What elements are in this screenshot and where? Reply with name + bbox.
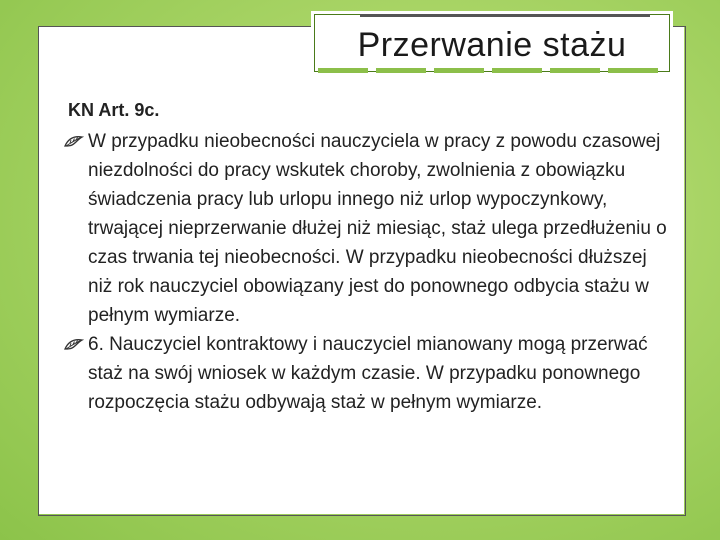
leaf-bullet-icon	[64, 134, 84, 148]
slide-content	[68, 96, 668, 417]
title-underline	[318, 68, 666, 73]
leaf-bullet-icon	[64, 337, 84, 351]
bullet-text: 6. Nauczyciel kontraktowy i nauczyciel mianowany mogą przerwać staż na swój wniosek w każdym czasie. W przypadku ponownego rozpoczęcia stażu odbywają staż w pełnym wymiarze.	[88, 334, 648, 413]
title-top-line	[360, 14, 650, 17]
bullet-text: W przypadku nieobecności nauczyciela w pracy z powodu czasowej niezdolności do pracy wskutek choroby, zwolnienia z obowiązku świadczenia pracy lub urlopu innego niż urlop wypoczynkowy, trwającej nieprzerwanie dłużej niż miesiąc, staż ulega przedłużeniu o czas trwania tej nieobecności. W przypadku nieobecności dłuższej niż rok nauczyciel obowiązany jest do ponownego odbycia stażu w pełnym wymiarze.	[88, 131, 667, 326]
title-box	[314, 14, 670, 72]
slide-title: Przerwanie stażu	[357, 25, 627, 64]
bullet-item	[68, 330, 668, 417]
article-heading: KN Art. 9c.	[68, 100, 160, 120]
bullet-item	[68, 127, 668, 330]
